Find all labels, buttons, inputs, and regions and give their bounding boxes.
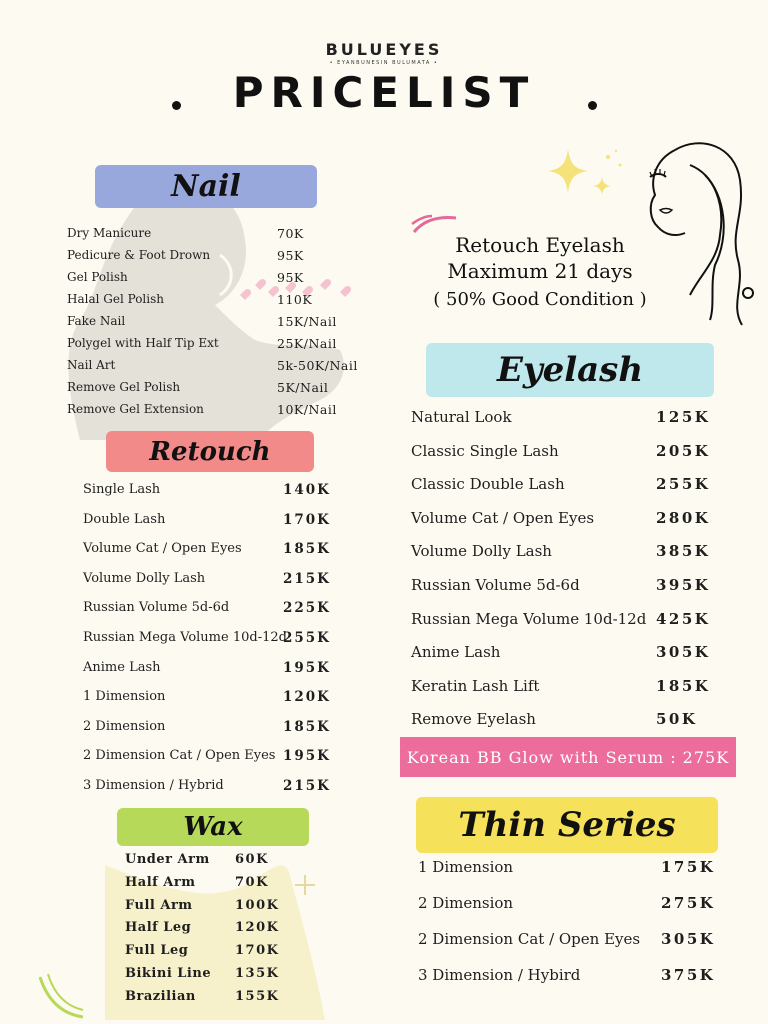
service-name: 2 Dimension Cat / Open Eyes [418,930,641,948]
service-price: 175K [661,858,716,876]
service-name: Volume Cat / Open Eyes [411,508,595,527]
service-name: Half Leg [125,920,192,936]
service-name: Full Leg [125,943,189,959]
service-name: 3 Dimension / Hybird [418,966,581,984]
service-name: Bikini Line [125,966,212,981]
service-price: 70K [235,874,269,890]
service-price: 70K [277,226,304,241]
service-name: 2 Dimension [83,718,166,734]
service-name: Under Arm [125,852,210,867]
service-name: Nail Art [67,358,116,372]
retouch-notice [400,232,680,313]
service-name: 2 Dimension Cat / Open Eyes [83,748,276,764]
service-price: 305K [656,643,711,662]
service-name: Gel Polish [67,270,128,284]
service-name: Pedicure & Foot Drown [67,248,211,262]
service-price: 170K [283,511,331,528]
service-name: Brazilian [125,988,196,1004]
wax-heading: Wax [183,812,243,842]
service-name: Volume Dolly Lash [411,542,552,561]
service-name: Russian Mega Volume 10d-12d [411,609,647,628]
service-name: Remove Gel Polish [67,380,181,394]
service-name: Fake Nail [67,314,126,328]
service-price: 110K [277,292,313,307]
service-name: Dry Manicure [67,226,152,240]
service-price: 275K [661,894,716,912]
thin-series-price-list [418,858,738,1008]
title-right-dot [588,101,597,110]
retouch-notice-line2: Maximum 21 days [447,259,633,283]
service-price: 25K/Nail [277,336,337,351]
retouch-banner [106,431,314,472]
service-name: Classic Single Lash [411,441,559,460]
service-name: 3 Dimension / Hybrid [83,778,224,793]
corner-swoosh-decoration [38,972,88,1022]
service-name: 2 Dimension [418,894,514,912]
retouch-notice-condition: ( 50% Good Condition ) [433,289,647,310]
service-name: Keratin Lash Lift [411,676,540,695]
service-price: 120K [235,920,280,936]
thin-series-heading: Thin Series [458,805,676,845]
service-name: Single Lash [83,482,161,497]
service-price: 5K/Nail [277,380,329,395]
service-name: Full Arm [125,897,193,913]
service-price: 215K [283,570,331,587]
service-price: 140K [283,482,331,498]
nail-price-list [67,226,387,426]
service-price: 215K [283,778,331,794]
wax-price-list [125,852,325,1012]
service-name: Volume Dolly Lash [83,570,206,586]
retouch-price-list [83,482,383,802]
retouch-heading: Retouch [149,436,271,467]
service-price: 120K [283,689,331,706]
service-price: 375K [661,966,716,984]
service-price: 60K [235,852,269,867]
service-price: 10K/Nail [277,402,337,417]
retouch-notice-line1: Retouch Eyelash [455,233,625,257]
service-name: Double Lash [83,511,166,527]
service-price: 205K [656,441,711,460]
service-name: Russian Volume 5d-6d [411,576,580,594]
service-price: 305K [661,930,716,948]
brand-tagline: • EYANBUNESIN BULUMATA • [329,60,439,66]
service-price: 395K [656,576,711,594]
service-price: 135K [235,966,280,981]
service-name: Anime Lash [83,659,161,675]
eyelash-banner [426,343,714,397]
eyelash-heading: Eyelash [496,350,644,390]
service-name: Polygel with Half Tip Ext [67,336,219,350]
page-title: PRICELIST [232,68,536,117]
sparkle-icon [540,145,630,205]
service-name: Natural Look [411,408,512,426]
service-price: 225K [283,600,331,617]
service-name: 1 Dimension [418,858,514,876]
service-name: Remove Eyelash [411,710,536,729]
service-name: Half Arm [125,874,196,890]
korean-bb-glow-banner: Korean BB Glow with Serum : 275K [400,737,736,777]
service-price: 385K [656,542,711,561]
title-left-dot [172,101,181,110]
service-price: 95K [277,270,304,285]
thin-series-banner [416,797,718,853]
service-price: 95K [277,248,304,263]
brand-name: BULUEYES [325,40,443,59]
service-price: 15K/Nail [277,314,337,329]
service-name: Remove Gel Extension [67,402,204,416]
service-price: 185K [283,718,331,735]
service-price: 170K [235,943,280,959]
nail-banner [95,165,317,208]
service-price: 195K [283,659,331,676]
service-price: 425K [656,609,711,628]
service-price: 50K [656,710,698,729]
service-price: 155K [235,988,280,1004]
service-name: Anime Lash [411,643,501,662]
service-price: 255K [656,475,711,494]
service-price: 185K [283,541,331,558]
wax-banner [117,808,309,846]
service-price: 280K [656,508,711,527]
service-name: Russian Mega Volume 10d-12d [83,630,287,645]
service-price: 100K [235,897,280,913]
service-price: 255K [283,630,331,646]
service-name: 1 Dimension [83,689,166,705]
service-name: Volume Cat / Open Eyes [83,541,242,557]
nail-heading: Nail [171,169,241,204]
service-price: 125K [656,408,711,426]
service-price: 185K [656,676,711,695]
service-price: 195K [283,748,331,765]
service-name: Classic Double Lash [411,475,565,494]
service-name: Halal Gel Polish [67,292,164,306]
service-name: Russian Volume 5d-6d [83,600,230,616]
service-price: 5k-50K/Nail [277,358,358,373]
eyelash-price-list [411,408,731,738]
